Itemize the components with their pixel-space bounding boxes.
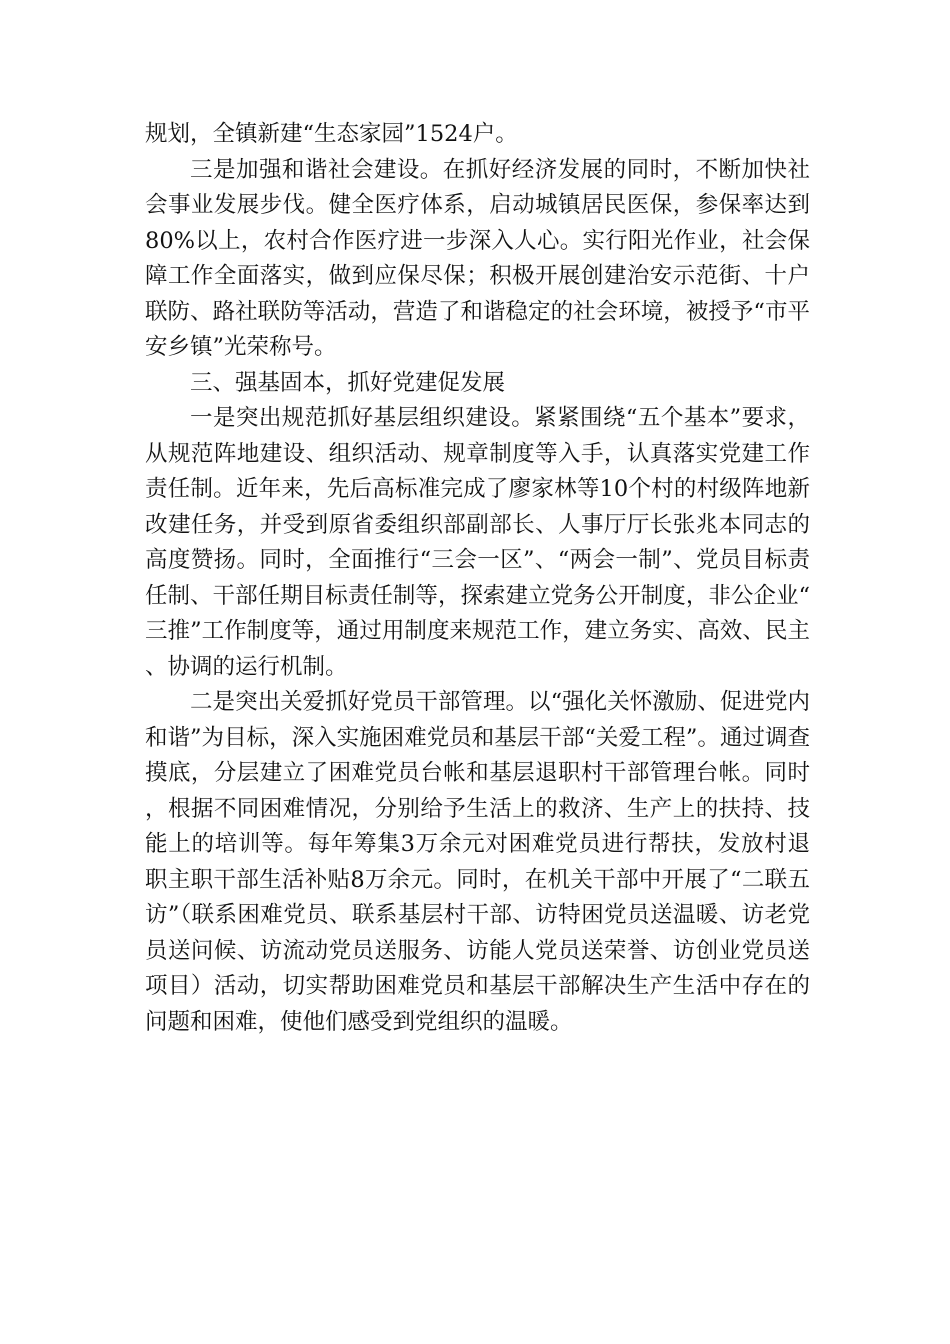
section-heading-party-building: 三、强基固本，抓好党建促发展: [190, 369, 506, 396]
paragraph-cadre-care: 二是突出关爱抓好党员干部管理。以“强化关怀激励、促进党内和谐”为目标，深入实施困难党员和基层干部“关爱工程”。通过调查摸底，分层建立了困难党员台帐和基层退职村干部管理台帐。同时，根据不同困难情况，分别给予生活上的救济、生产上的扶持、技能上的培训等。每年筹集3万余元对困难党员进行帮扶，发放村退职主职干部生活补贴8万余元。同时，在机关干部中开展了“二联五访”（联系困难党员、联系基层村干部、访特困党员送温暖、访老党员送问候、访流动党员送服务、访能人党员送荣誉、访创业党员送项目）活动，切实帮助困难党员和基层干部解决生产生活中存在的问题和困难，使他们感受到党组织的温暖。: [145, 689, 810, 1035]
paragraph-social-harmony: 三是加强和谐社会建设。在抓好经济发展的同时，不断加快社会事业发展步伐。健全医疗体系，启动城镇居民医保，参保率达到80%以上，农村合作医疗进一步深入人心。实行阳光作业，社会保障工作全面落实，做到应保尽保；积极开展创建治安示范街、十户联防、路社联防等活动，营造了和谐稳定的社会环境，被授予“市平安乡镇”光荣称号。: [145, 156, 810, 360]
paragraph-continuation: 规划，全镇新建“生态家园”1524户。: [145, 121, 518, 147]
paragraph-grassroots-organization: 一是突出规范抓好基层组织建设。紧紧围绕“五个基本”要求，从规范阵地建设、组织活动、规章制度等入手，认真落实党建工作责任制。近年来，先后高标准完成了廖家林等10个村的村级阵地新改建任务，并受到原省委组织部副部长、人事厅厅长张兆本同志的高度赞扬。同时，全面推行“三会一区”、“两会一制”、党员目标责任制、干部任期目标责任制等，探索建立党务公开制度，非公企业“三推”工作制度等，通过用制度来规范工作，建立务实、高效、民主、协调的运行机制。: [145, 405, 810, 680]
document-body: [145, 117, 810, 1040]
